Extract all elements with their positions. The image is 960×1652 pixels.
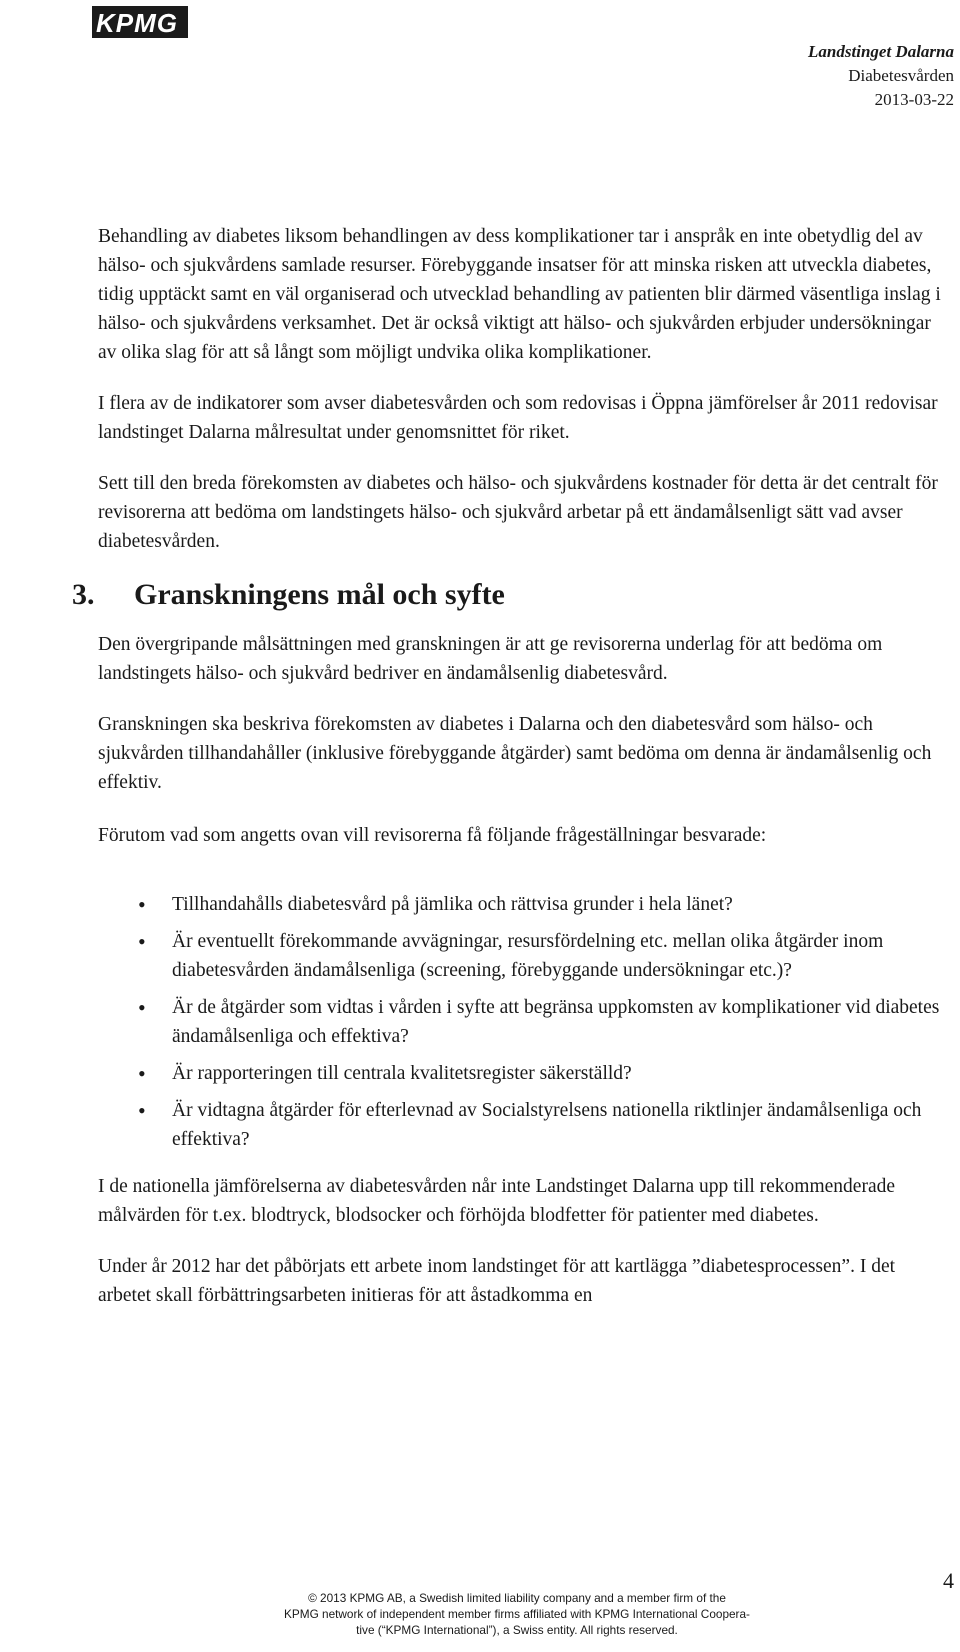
list-item: • Är de åtgärder som vidtas i vården i syfte att begränsa uppkomsten av komplikationer vid diabetes ändamålsenliga och effektiva? — [98, 993, 942, 1051]
paragraph-4: Den övergripande målsättningen med granskningen är att ge revisorerna underlag för att bedöma om landstingets hälso- och sjukvård bedriver en ändamålsenlig diabetesvård. — [98, 634, 883, 684]
paragraph-1: Behandling av diabetes liksom behandlingen av dess komplikationer tar i anspråk en inte obetydlig del av hälso- och sjukvårdens samlade resurser. Förebyggande insatser för att minska risken att utveckla diabetes, tidig upptäckt samt en väl organiserad och utvecklad behandling av patienten blir därmed väsentliga inslag i hälso- och sjukvårdens verksamhet. Det är också viktigt att hälso- och sjukvården erbjuder undersökningar av olika slag för att så långt som möjligt undvika olika komplikationer. — [98, 226, 941, 363]
footer-line-2: KPMG network of independent member firms affiliated with KPMG International Coopera- — [284, 1607, 750, 1621]
section-title: Granskningens mål och syfte — [134, 578, 505, 611]
paragraph-7: I de nationella jämförelserna av diabetesvården når inte Landstinget Dalarna upp till rekommenderade målvärden för t.ex. blodtryck, blodsocker och förhöjda blodfetter för patienter med diabetes. — [98, 1176, 896, 1226]
paragraph-8: Under år 2012 har det påbörjats ett arbete inom landstinget för att kartlägga ”diabetesprocessen”. I det arbetet skall förbättringsarbeten initieras för att åstadkomma en — [98, 1256, 896, 1306]
footer-line-3: tive (“KPMG International”), a Swiss entity. All rights reserved. — [356, 1623, 678, 1637]
list-item: • Är vidtagna åtgärder för efterlevnad av Socialstyrelsens nationella riktlinjer ändamålsenliga och effektiva? — [98, 1096, 942, 1154]
document-body — [72, 222, 942, 1332]
paragraph-6: Förutom vad som angetts ovan vill revisorerna få följande frågeställningar besvarade: — [98, 825, 767, 846]
header-organization: Landstinget Dalarna — [808, 42, 954, 61]
question-list — [98, 890, 942, 1154]
paragraph-3: Sett till den breda förekomsten av diabetes och hälso- och sjukvårdens kostnader för detta är det centralt för revisorerna att bedöma om landstingets hälso- och sjukvård arbetar på ett ändamålsenligt sätt vad avser diabetesvården. — [98, 473, 938, 552]
list-item: • Är rapporteringen till centrala kvalitetsregister säkerställd? — [98, 1059, 942, 1088]
kpmg-logo — [92, 6, 188, 38]
list-item: • Tillhandahålls diabetesvård på jämlika och rättvisa grunder i hela länet? — [98, 890, 942, 919]
header-date: 2013-03-22 — [874, 90, 954, 109]
section-number: 3. — [72, 578, 95, 611]
copyright-footer — [262, 1590, 772, 1638]
list-item: • Är eventuellt förekommande avvägningar, resursfördelning etc. mellan olika åtgärder inom diabetesvården ändamålsenliga (screening, förebyggande undersökningar etc.)? — [98, 927, 942, 985]
section-heading — [72, 578, 942, 612]
page-number: 4 — [943, 1568, 954, 1593]
header-subject: Diabetesvården — [848, 66, 954, 85]
paragraph-2: I flera av de indikatorer som avser diabetesvården och som redovisas i Öppna jämförelser år 2011 redovisar landstinget Dalarna målresultat under genomsnittet för riket. — [98, 393, 938, 443]
paragraph-5: Granskningen ska beskriva förekomsten av diabetes i Dalarna och den diabetesvård som hälso- och sjukvården tillhandahåller (inklusive förebyggande åtgärder) samt bedöma om denna är ändamålsenlig och effektiv. — [98, 714, 932, 793]
footer-line-1: © 2013 KPMG AB, a Swedish limited liability company and a member firm of the — [308, 1591, 726, 1605]
document-header — [808, 40, 954, 112]
logo-text: KPMG — [96, 8, 178, 38]
